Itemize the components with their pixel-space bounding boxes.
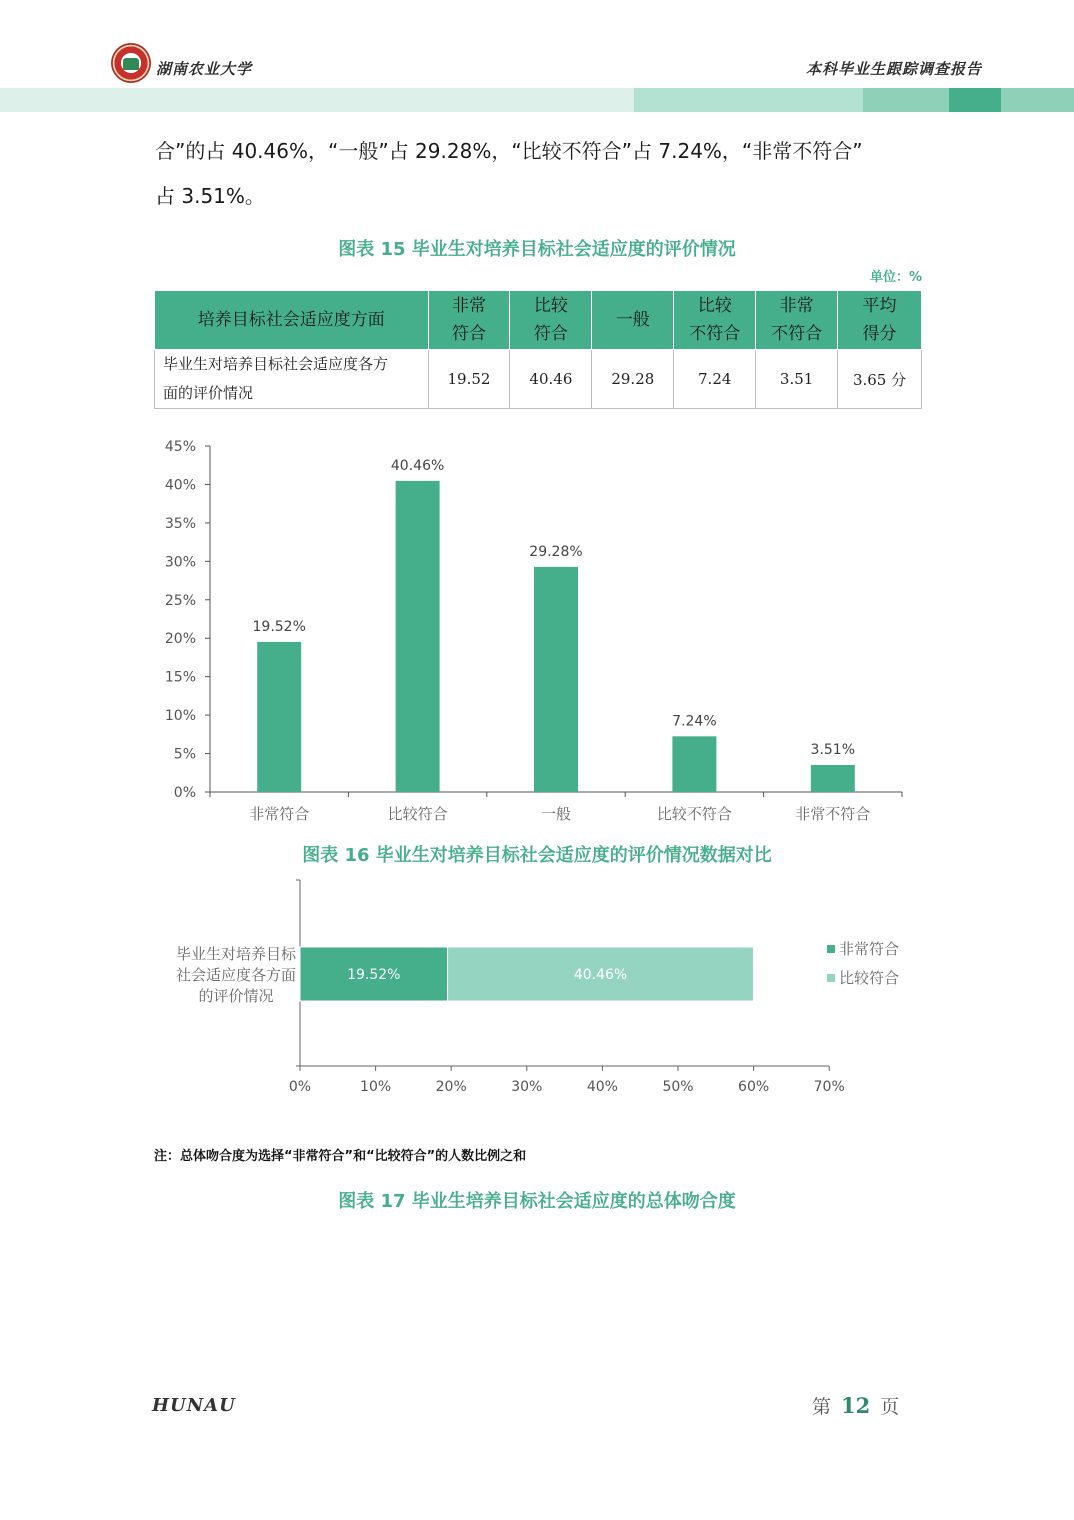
header-text: 不符合 bbox=[689, 324, 741, 344]
y-tick-label: 0% bbox=[173, 785, 196, 801]
y-tick-label: 20% bbox=[164, 631, 196, 648]
legend-swatch bbox=[827, 974, 835, 982]
x-category-label: 非常符合 bbox=[249, 805, 310, 823]
table-cell: 40.46 bbox=[510, 350, 592, 409]
y-tick-label: 35% bbox=[164, 515, 196, 532]
table-header bbox=[756, 291, 838, 350]
page-suffix: 页 bbox=[880, 1396, 900, 1418]
y-tick-label: 25% bbox=[164, 592, 196, 609]
table-header bbox=[674, 291, 756, 350]
y-tick-label: 40% bbox=[164, 477, 196, 494]
y-tick-label: 15% bbox=[164, 669, 196, 686]
header-band-2 bbox=[634, 88, 863, 112]
row-label-text: 毕业生对培养目标社会适应度各方 bbox=[163, 355, 389, 373]
x-category-label: 比较符合 bbox=[387, 805, 448, 823]
unit-label: 单位：% bbox=[869, 270, 922, 285]
data-label: 29.28% bbox=[529, 543, 583, 560]
x-category-label: 比较不符合 bbox=[656, 805, 732, 823]
page-prefix: 第 bbox=[812, 1396, 832, 1418]
header-text: 比较 bbox=[697, 296, 732, 316]
page-number bbox=[812, 1392, 899, 1419]
header-band-3 bbox=[863, 88, 949, 112]
table-cell: 7.24 bbox=[674, 350, 756, 409]
header-text: 一般 bbox=[615, 310, 650, 330]
data-label: 3.51% bbox=[810, 742, 856, 759]
report-title: 本科毕业生跟踪调查报告 bbox=[805, 60, 982, 78]
x-tick-label: 60% bbox=[738, 1079, 770, 1095]
table-header bbox=[155, 291, 429, 350]
table-header bbox=[510, 291, 592, 350]
bar bbox=[534, 567, 578, 792]
x-tick-label: 70% bbox=[813, 1079, 845, 1095]
y-tick-label: 30% bbox=[164, 554, 196, 571]
stacked-bar-chart bbox=[150, 870, 920, 1105]
x-tick-label: 0% bbox=[288, 1079, 312, 1095]
table-cell: 29.28 bbox=[592, 350, 674, 409]
bar bbox=[396, 481, 440, 792]
y-tick-label: 45% bbox=[164, 439, 196, 455]
x-tick-label: 40% bbox=[586, 1079, 618, 1095]
body-text-line-1: 合”的占 40.46%，“一般”占 29.28%，“比较不符合”占 7.24%，“非常不符合” bbox=[155, 139, 863, 163]
school-name: 湖南农业大学 bbox=[156, 60, 253, 78]
table-cell: 3.65 分 bbox=[838, 350, 922, 409]
page-number-value: 12 bbox=[841, 1393, 871, 1418]
table-header bbox=[592, 291, 674, 350]
header-text: 不符合 bbox=[771, 324, 823, 344]
chart-caption-17: 图表 17 毕业生培养目标社会适应度的总体吻合度 bbox=[338, 1191, 736, 1212]
header-text: 得分 bbox=[862, 324, 897, 344]
header-band-5 bbox=[1001, 88, 1074, 112]
header-band-1 bbox=[0, 88, 634, 112]
data-label: 19.52% bbox=[252, 618, 306, 635]
y-tick-label: 10% bbox=[164, 708, 196, 725]
row-label bbox=[155, 350, 429, 409]
row-label-text: 面的评价情况 bbox=[163, 384, 254, 402]
legend-swatch bbox=[827, 945, 835, 953]
table-header bbox=[428, 291, 510, 350]
header-text: 比较 bbox=[533, 296, 568, 316]
header-band-4 bbox=[949, 88, 1001, 112]
segment-data-label: 19.52% bbox=[347, 967, 401, 983]
evaluation-table bbox=[154, 290, 922, 409]
category-label: 的评价情况 bbox=[198, 987, 274, 1005]
data-label: 7.24% bbox=[672, 713, 717, 730]
table-caption: 图表 15 毕业生对培养目标社会适应度的评价情况 bbox=[338, 239, 736, 260]
table-cell: 19.52 bbox=[428, 350, 510, 409]
data-label: 40.46% bbox=[390, 457, 445, 474]
legend-label: 比较符合 bbox=[839, 969, 900, 987]
x-tick-label: 20% bbox=[435, 1079, 467, 1095]
x-tick-label: 30% bbox=[511, 1079, 543, 1095]
category-label: 毕业生对培养目标 bbox=[175, 945, 297, 963]
table-header-row bbox=[155, 291, 922, 350]
chart-caption-16: 图表 16 毕业生对培养目标社会适应度的评价情况数据对比 bbox=[302, 845, 772, 866]
x-tick-label: 50% bbox=[662, 1079, 694, 1095]
x-category-label: 一般 bbox=[540, 805, 572, 823]
bar bbox=[811, 765, 855, 792]
body-text-line-2: 占 3.51%。 bbox=[155, 184, 265, 208]
table-header bbox=[838, 291, 922, 350]
category-label: 社会适应度各方面 bbox=[175, 966, 297, 984]
bar bbox=[672, 736, 716, 792]
bar bbox=[257, 642, 301, 792]
header-text: 非常 bbox=[451, 296, 486, 316]
logo-emblem bbox=[123, 58, 139, 70]
header-text: 培养目标社会适应度方面 bbox=[197, 310, 385, 330]
header-text: 平均 bbox=[862, 296, 897, 316]
legend-label: 非常符合 bbox=[839, 940, 900, 958]
footer-logo: HUNAU bbox=[152, 1395, 236, 1416]
header-text: 非常 bbox=[779, 296, 814, 316]
x-category-label: 非常不符合 bbox=[795, 805, 871, 823]
table-row bbox=[155, 350, 922, 409]
evaluation-bar-chart bbox=[150, 430, 920, 835]
chart-note: 注：总体吻合度为选择“非常符合”和“比较符合”的人数比例之和 bbox=[154, 1149, 527, 1164]
y-tick-label: 5% bbox=[173, 746, 196, 763]
header-text: 符合 bbox=[533, 324, 568, 344]
header-text: 符合 bbox=[451, 324, 486, 344]
x-tick-label: 10% bbox=[360, 1079, 392, 1095]
segment-data-label: 40.46% bbox=[573, 967, 628, 983]
table-cell: 3.51 bbox=[756, 350, 838, 409]
